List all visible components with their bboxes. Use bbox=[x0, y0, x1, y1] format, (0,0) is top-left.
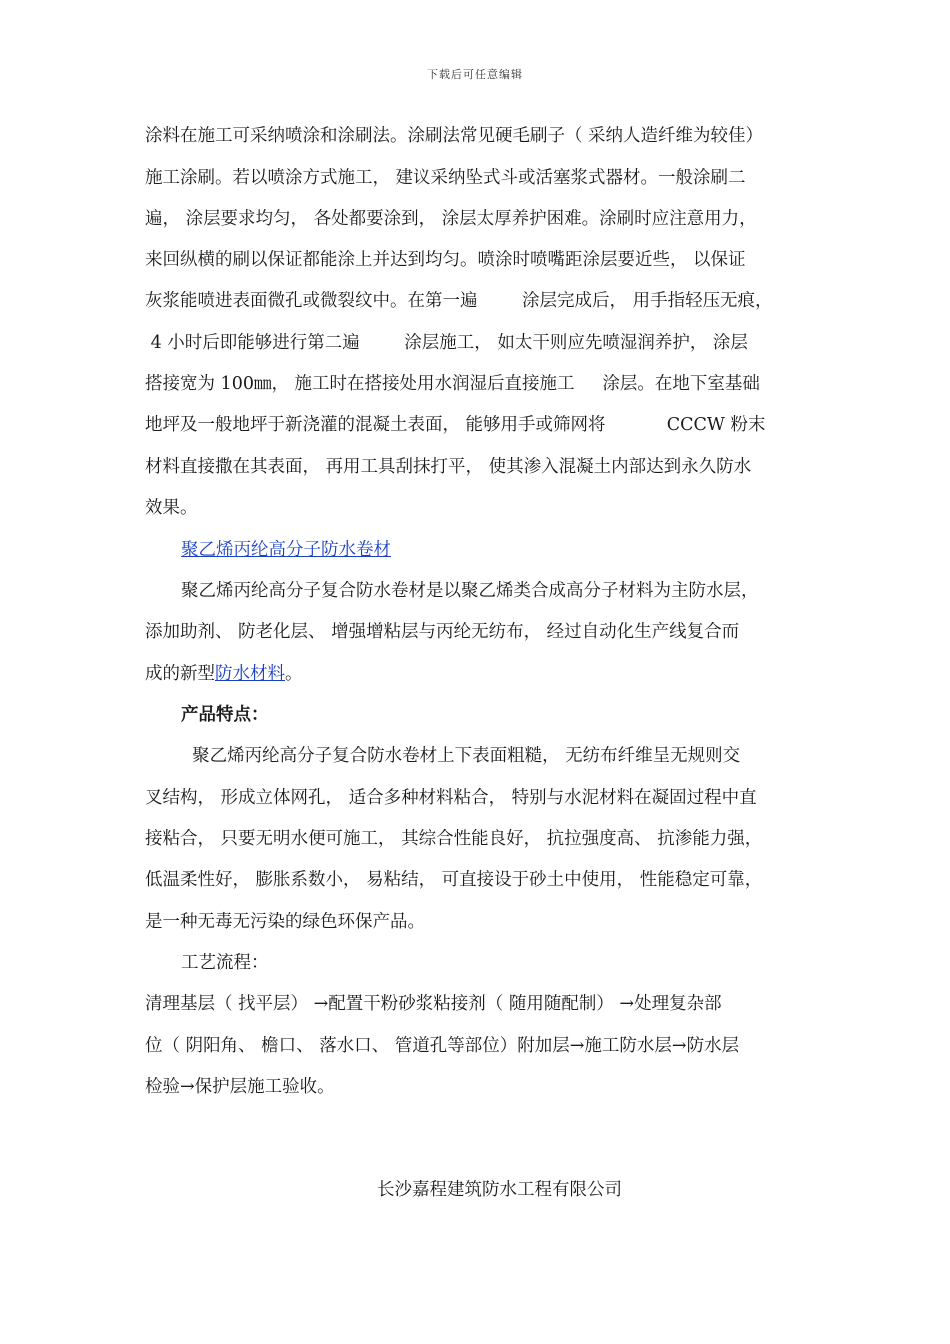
paragraph1-line: 施工涂刷。若以喷涂方式施工， 建议采纳坠式斗或活塞浆式器材。一般涂刷二 bbox=[145, 168, 746, 188]
paragraph1-line: 搭接宽为 100㎜， 施工时在搭接处用水润湿后直接施工 涂层。在地下室基础 bbox=[145, 374, 760, 394]
paragraph2-line: 聚乙烯丙纶高分子复合防水卷材是以聚乙烯类合成高分子材料为主防水层， bbox=[181, 581, 759, 601]
paragraph3-line: 是一种无毒无污染的绿色环保产品。 bbox=[145, 912, 425, 932]
paragraph4-line: 清理基层（ 找平层） →配置干粉砂浆粘接剂（ 随用随配制） →处理复杂部 bbox=[145, 994, 722, 1014]
section-heading-link[interactable]: 聚乙烯丙纶高分子防水卷材 bbox=[181, 540, 391, 560]
company-name: 长沙嘉程建筑防水工程有限公司 bbox=[377, 1180, 622, 1200]
process-heading: 工艺流程： bbox=[181, 953, 269, 973]
features-heading: 产品特点： bbox=[181, 705, 269, 725]
paragraph4-line: 检验→保护层施工验收。 bbox=[145, 1077, 335, 1097]
paragraph1-line: 灰浆能喷进表面微孔或微裂纹中。在第一遍 涂层完成后， 用手指轻压无痕， bbox=[145, 291, 773, 311]
waterproof-material-link[interactable]: 防水材料 bbox=[215, 664, 285, 684]
paragraph1-line: 涂料在施工可采纳喷涂和涂刷法。涂刷法常见硬毛刷子（ 采纳人造纤维为较佳） bbox=[145, 126, 764, 146]
paragraph3-line: 叉结构， 形成立体网孔， 适合多种材料粘合， 特别与水泥材料在凝固过程中直 bbox=[145, 788, 757, 808]
paragraph4-line: 位（ 阴阳角、 檐口、 落水口、 管道孔等部位）附加层→施工防水层→防水层 bbox=[145, 1036, 740, 1056]
paragraph1-line: 材料直接撒在其表面， 再用工具刮抹打平， 使其渗入混凝土内部达到永久防水 bbox=[145, 457, 752, 477]
paragraph2-text: 。 bbox=[285, 664, 303, 684]
paragraph1-line: 4 小时后即能够进行第二遍 涂层施工， 如太干则应先喷湿润养护， 涂层 bbox=[145, 333, 748, 353]
paragraph1-line: 地坪及一般地坪于新浇灌的混凝土表面， 能够用手或筛网将 CCCW 粉末 bbox=[145, 415, 766, 435]
paragraph2-line-3 bbox=[145, 663, 303, 685]
page-header: 下载后可任意编辑 bbox=[427, 68, 523, 81]
paragraph1-line: 来回纵横的刷以保证都能涂上并达到均匀。喷涂时喷嘴距涂层要近些， 以保证 bbox=[145, 250, 746, 270]
paragraph2-text: 成的新型 bbox=[145, 664, 215, 684]
paragraph2-line: 添加助剂、 防老化层、 增强增粘层与丙纶无纺布， 经过自动化生产线复合而 bbox=[145, 622, 740, 642]
paragraph1-line: 遍， 涂层要求均匀， 各处都要涂到， 涂层太厚养护困难。涂刷时应注意用力， bbox=[145, 209, 757, 229]
paragraph1-line: 效果。 bbox=[145, 498, 198, 518]
paragraph3-line: 聚乙烯丙纶高分子复合防水卷材上下表面粗糙， 无纺布纤维呈无规则交 bbox=[181, 746, 741, 766]
paragraph3-line: 接粘合， 只要无明水便可施工， 其综合性能良好， 抗拉强度高、 抗渗能力强， bbox=[145, 829, 763, 849]
paragraph3-line: 低温柔性好， 膨胀系数小， 易粘结， 可直接设于砂土中使用， 性能稳定可靠， bbox=[145, 870, 763, 890]
